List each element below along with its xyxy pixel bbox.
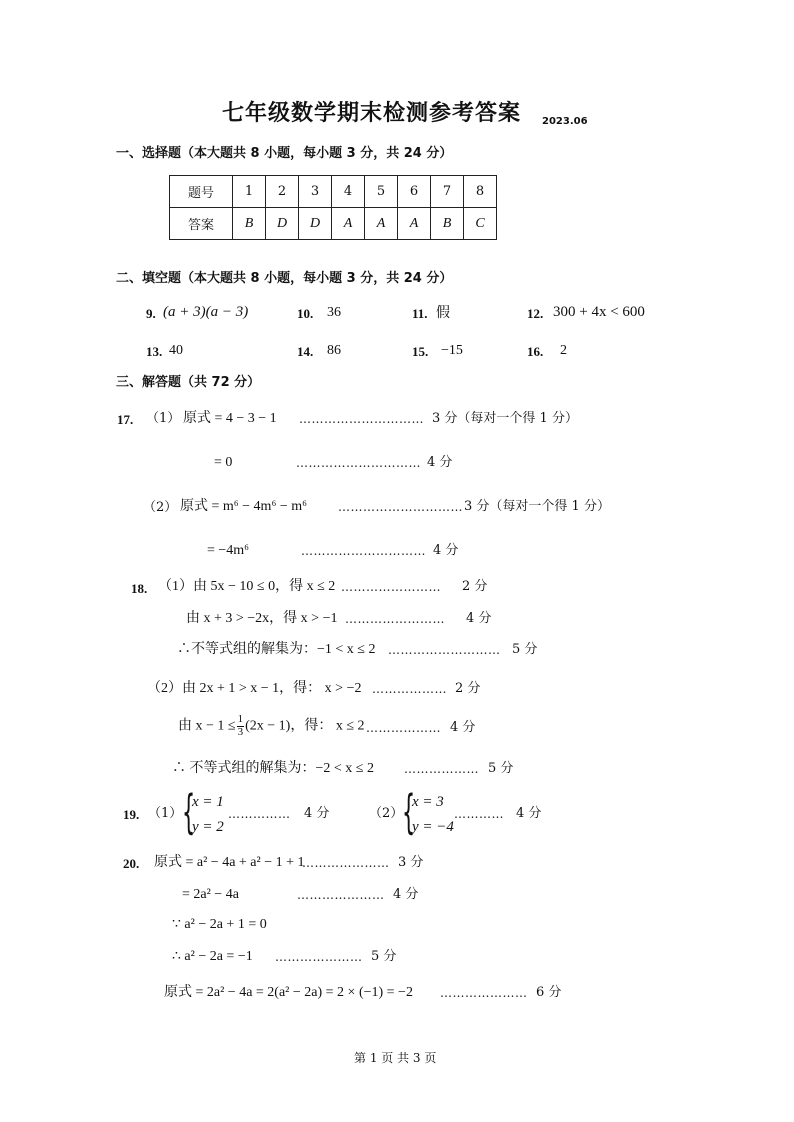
solution-line: = 0 <box>214 455 233 470</box>
solution-line: 原式 = 2a² − 4a = 2(a² − 2a) = 2 × (−1) = −2 <box>164 985 413 1000</box>
question-number: 20. <box>123 856 140 871</box>
fill-item-answer: −15 <box>441 343 463 358</box>
solution-line: ∵ a² − 2a + 1 = 0 <box>172 917 267 932</box>
score-label: 3 分（每对一个得 1 分） <box>464 499 610 514</box>
table-row <box>170 208 497 240</box>
fill-item-answer: 假 <box>436 305 450 321</box>
dot-leader: ………………………… <box>299 412 424 426</box>
table-row <box>170 176 497 208</box>
solution-line: 由 x + 3 > −2x，得 x > −1 <box>186 611 338 626</box>
table-cell: B <box>431 208 464 240</box>
solution-line: ∴ a² − 2a = −1 <box>172 949 253 964</box>
fill-item-number: 9. <box>146 306 156 321</box>
table-header-cell: 答案 <box>170 208 233 240</box>
solution-line: 原式 = m⁶ − 4m⁶ − m⁶ <box>180 499 307 514</box>
table-cell: D <box>299 208 332 240</box>
table-cell: 3 <box>299 176 332 208</box>
score-label: 2 分 <box>455 681 481 696</box>
question-number: 18. <box>131 581 148 596</box>
score-label: 3 分 <box>398 855 424 870</box>
fill-item-number: 10. <box>297 306 314 321</box>
fill-item-number: 13. <box>146 344 163 359</box>
fill-item-number: 14. <box>297 344 314 359</box>
fraction-denominator: 3 <box>237 725 244 738</box>
table-cell: 8 <box>464 176 497 208</box>
score-label: 4 分 <box>516 806 542 821</box>
fraction-numerator: 1 <box>237 713 244 725</box>
inequality-prefix: 由 x − 1 ≤ <box>178 718 236 734</box>
score-label: 4 分 <box>433 543 459 558</box>
part-label: （2） <box>143 500 178 515</box>
score-label: 5 分 <box>488 761 514 776</box>
fill-item-answer: (a + 3)(a − 3) <box>163 304 249 320</box>
dot-leader: ……………… <box>372 682 447 696</box>
table-cell: 4 <box>332 176 365 208</box>
section3-heading: 三、解答题（共 72 分） <box>116 375 261 390</box>
dot-leader: …………………… <box>345 612 445 626</box>
score-label: 4 分 <box>393 887 419 902</box>
fill-item-answer: 86 <box>327 343 341 358</box>
fill-item-number: 15. <box>412 344 429 359</box>
table-cell: 2 <box>266 176 299 208</box>
fill-item-answer: 40 <box>169 343 183 358</box>
dot-leader: ………………… <box>275 950 363 964</box>
score-label: 3 分（每对一个得 1 分） <box>432 411 578 426</box>
section1-heading: 一、选择题（本大题共 8 小题，每小题 3 分，共 24 分） <box>116 146 453 161</box>
solution-line: = −4m⁶ <box>207 543 250 558</box>
dot-leader: ………………………… <box>338 500 463 514</box>
answer-table <box>169 175 497 240</box>
fill-item-answer: 2 <box>560 343 567 358</box>
fill-item-number: 11. <box>412 306 428 321</box>
dot-leader: ………………… <box>302 856 390 870</box>
fill-item-answer: 36 <box>327 305 341 320</box>
score-label: 6 分 <box>536 985 562 1000</box>
dot-leader: ………………………… <box>296 456 421 470</box>
score-label: 4 分 <box>466 611 492 626</box>
score-label: 4 分 <box>427 455 453 470</box>
table-cell: A <box>398 208 431 240</box>
table-cell: B <box>233 208 266 240</box>
dot-leader: …………………… <box>341 580 441 594</box>
brace-icon: { <box>402 785 416 839</box>
table-cell: C <box>464 208 497 240</box>
table-cell: D <box>266 208 299 240</box>
page-footer: 第 1 页 共 3 页 <box>354 1051 437 1065</box>
solution-line: ∴不等式组的解集为：−1 < x ≤ 2 <box>177 642 376 657</box>
part-label: （1） <box>148 806 183 821</box>
brace-icon: { <box>182 785 196 839</box>
table-cell: 1 <box>233 176 266 208</box>
section2-heading: 二、填空题（本大题共 8 小题，每小题 3 分，共 24 分） <box>116 271 453 286</box>
solution-line: 原式 = a² − 4a + a² − 1 + 1 <box>154 855 305 870</box>
system-equation: y = 2 <box>192 819 224 835</box>
dot-leader: ………… <box>454 807 504 821</box>
score-label: 2 分 <box>462 579 488 594</box>
solution-line: （1）由 5x − 10 ≤ 0，得 x ≤ 2 <box>158 579 336 594</box>
solution-line <box>178 714 365 738</box>
question-number: 17. <box>117 412 134 427</box>
fill-item-number: 16. <box>527 344 544 359</box>
page-title: 七年级数学期末检测参考答案 <box>222 101 522 126</box>
score-label: 4 分 <box>450 720 476 735</box>
solution-line: （2）由 2x + 1 > x − 1，得： x > −2 <box>147 681 362 696</box>
solution-line: 原式 = 4 − 3 − 1 <box>183 411 277 426</box>
dot-leader: …………… <box>228 807 291 821</box>
part-label: （2） <box>369 806 404 821</box>
fraction <box>237 714 245 738</box>
solution-line: ∴ 不等式组的解集为：−2 < x ≤ 2 <box>172 761 374 776</box>
exam-date: 2023.06 <box>542 116 588 127</box>
dot-leader: ………………… <box>297 888 385 902</box>
score-label: 5 分 <box>512 642 538 657</box>
solution-line: = 2a² − 4a <box>182 887 239 902</box>
fill-item-answer: 300 + 4x < 600 <box>553 304 645 320</box>
system-equation: x = 3 <box>412 794 444 810</box>
question-number: 19. <box>123 807 140 822</box>
inequality-suffix: (2x − 1)，得： x ≤ 2 <box>245 718 365 734</box>
dot-leader: ………………… <box>440 986 528 1000</box>
system-equation: y = −4 <box>412 819 454 835</box>
table-cell: 5 <box>365 176 398 208</box>
dot-leader: ……………… <box>366 721 441 735</box>
table-cell: 7 <box>431 176 464 208</box>
system-equation: x = 1 <box>192 794 224 810</box>
table-header-cell: 题号 <box>170 176 233 208</box>
dot-leader: ………………………… <box>301 544 426 558</box>
dot-leader: ……………………… <box>388 643 501 657</box>
fill-item-number: 12. <box>527 306 544 321</box>
table-cell: A <box>365 208 398 240</box>
table-cell: A <box>332 208 365 240</box>
dot-leader: ……………… <box>404 762 479 776</box>
score-label: 4 分 <box>304 806 330 821</box>
score-label: 5 分 <box>371 949 397 964</box>
part-label: （1） <box>146 411 181 426</box>
table-cell: 6 <box>398 176 431 208</box>
